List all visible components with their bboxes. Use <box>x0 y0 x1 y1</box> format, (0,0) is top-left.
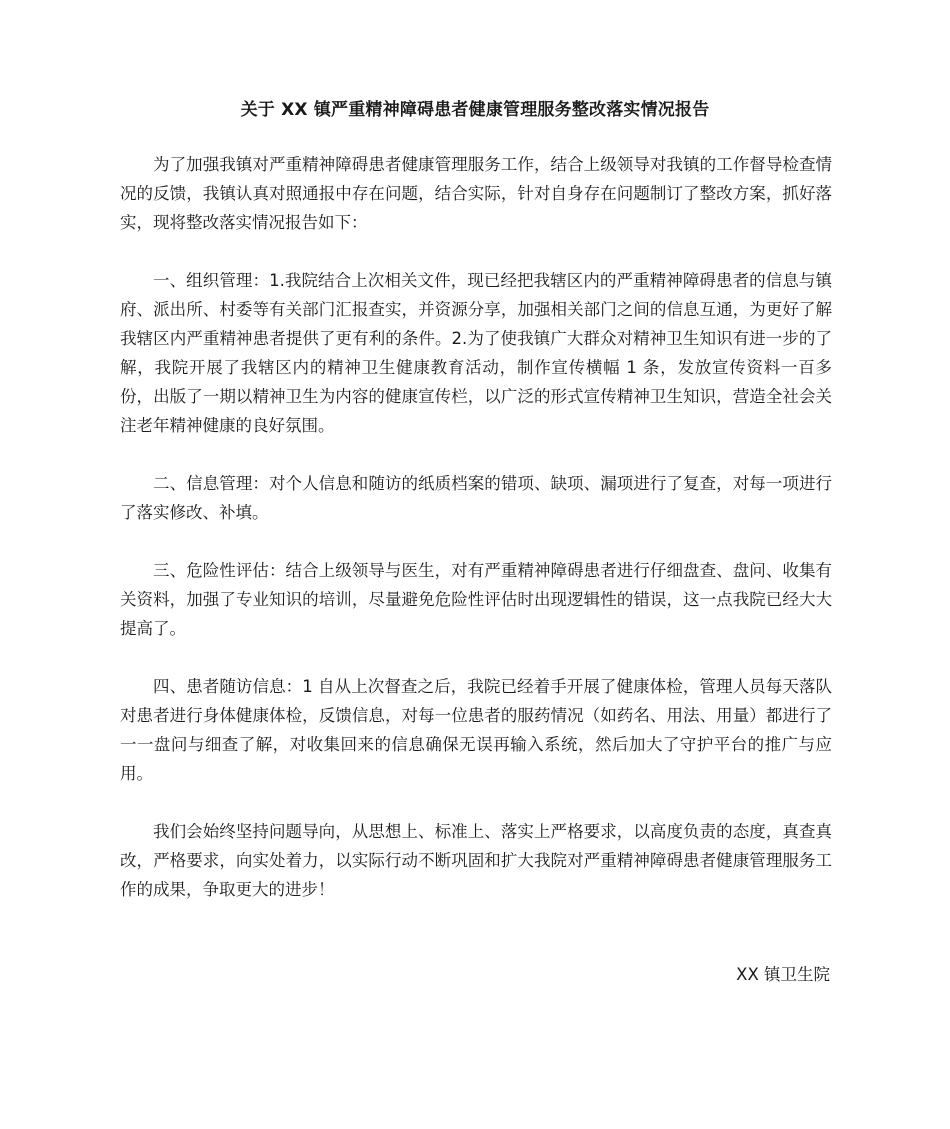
signature: XX 镇卫生院 <box>736 965 830 984</box>
document-title: 关于 XX 镇严重精神障碍患者健康管理服务整改落实情况报告 <box>240 100 710 120</box>
document-body <box>120 150 832 933</box>
paragraph-conclusion: 我们会始终坚持问题导向，从思想上、标准上、落实上严格要求，以高度负责的态度，真查真改，严格要求，向实处着力，以实际行动不断巩固和扩大我院对严重精神障碍患者健康管理服务工作的成果，争取更大的进步！ <box>120 822 832 899</box>
paragraph-organization-management: 一、组织管理：1.我院结合上次相关文件，现已经把我辖区内的严重精神障碍患者的信息与镇府、派出所、村委等有关部门汇报查实，并资源分享，加强相关部门之间的信息互通，为更好了解我辖区内严重精神患者提供了更有利的条件。2.为了使我镇广大群众对精神卫生知识有进一步的了解，我院开展了我辖区内的精神卫生健康教育活动，制作宣传横幅 1 条，发放宣传资料一百多份，出版了一期以精神卫生为内容的健康宣传栏，以广泛的形式宣传精神卫生知识，营造全社会关注老年精神健康的良好氛围。 <box>120 271 832 435</box>
paragraph-patient-follow-up: 四、患者随访信息：1 自从上次督查之后，我院已经着手开展了健康体检，管理人员每天落队对患者进行身体健康体检，反馈信息，对每一位患者的服药情况（如药名、用法、用量）都进行了一一盘问与细查了解，对收集回来的信息确保无误再输入系统，然后加大了守护平台的推广与应用。 <box>120 677 832 783</box>
paragraph-information-management: 二、信息管理：对个人信息和随访的纸质档案的错项、缺项、漏项进行了复查，对每一项进行了落实修改、补填。 <box>120 474 832 522</box>
paragraph-intro: 为了加强我镇对严重精神障碍患者健康管理服务工作，结合上级领导对我镇的工作督导检查情况的反馈，我镇认真对照通报中存在问题，结合实际，针对自身存在问题制订了整改方案，抓好落实，现将整改落实情况报告如下： <box>120 155 832 232</box>
paragraph-risk-assessment: 三、危险性评估：结合上级领导与医生，对有严重精神障碍患者进行仔细盘查、盘问、收集有关资料，加强了专业知识的培训，尽量避免危险性评估时出现逻辑性的错误，这一点我院已经大大提高了。 <box>120 561 832 638</box>
